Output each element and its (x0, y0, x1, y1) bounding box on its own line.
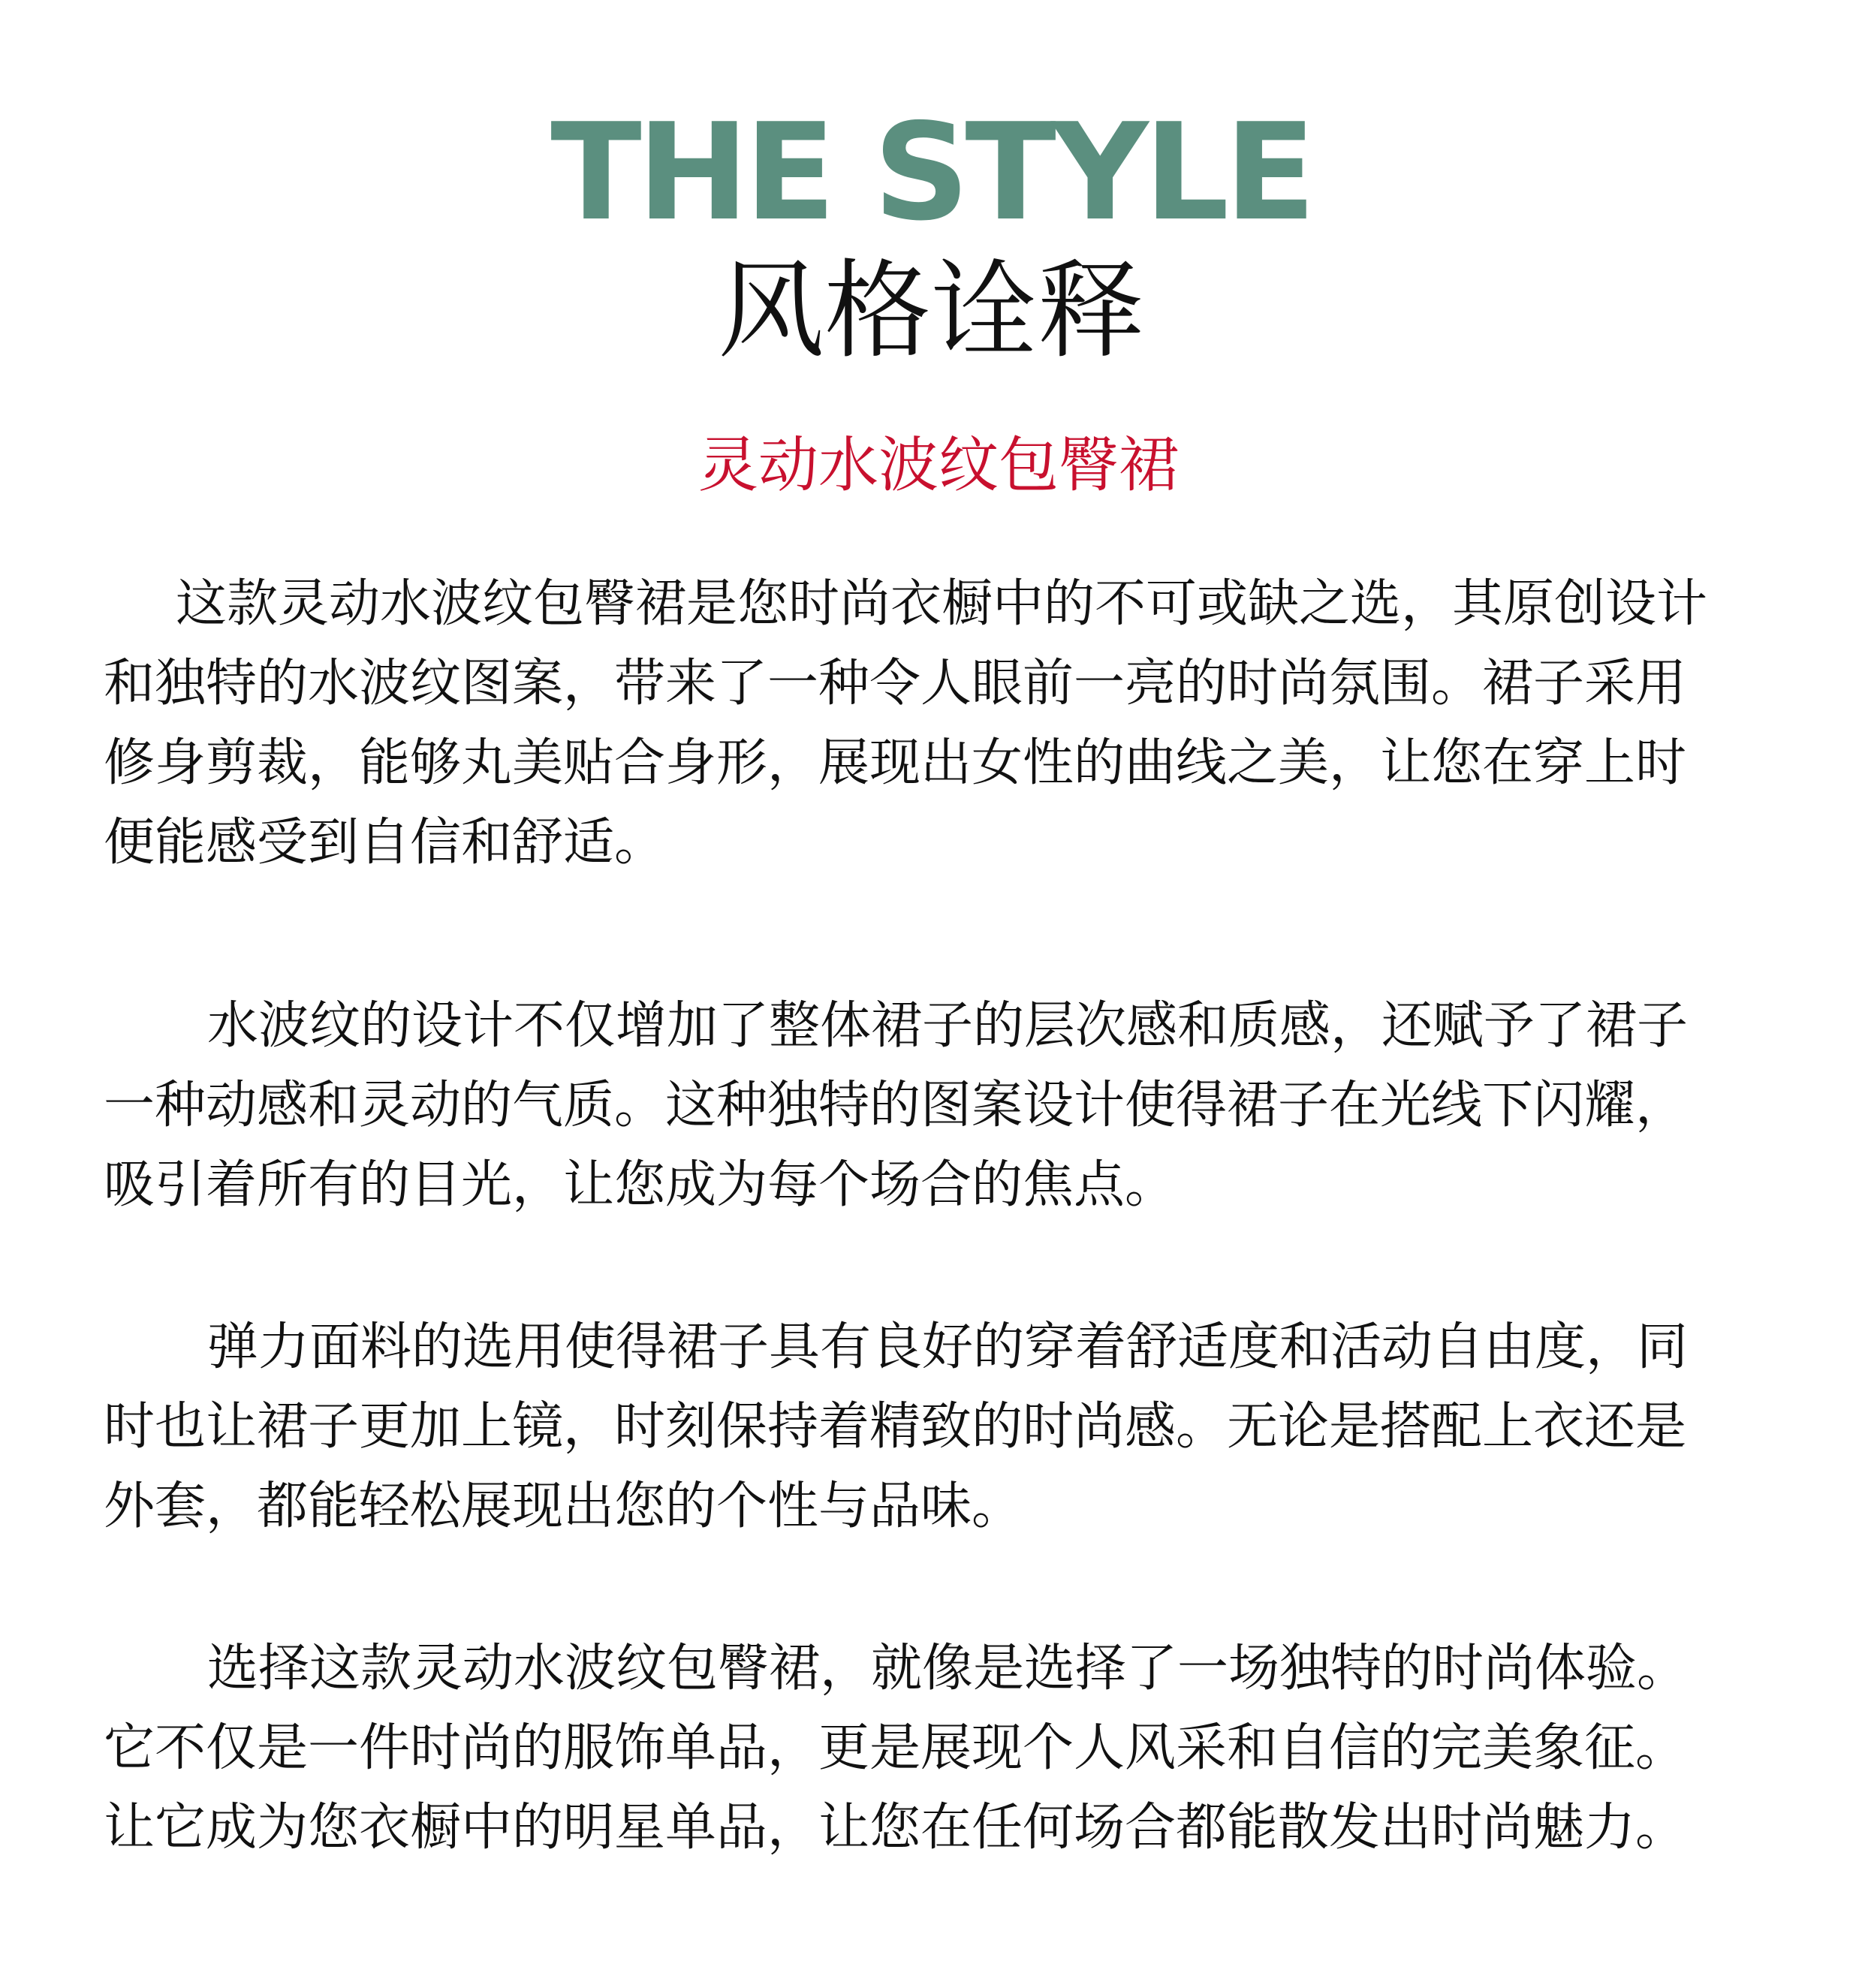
paragraph-1 (104, 565, 1778, 883)
paragraph-3 (104, 1308, 1688, 1547)
paragraph-line: 弹力面料的选用使得裙子具有良好的穿着舒适度和活动自由度，同 (207, 1318, 1689, 1377)
description-body (104, 565, 1778, 1857)
paragraph-line: 让它成为您衣橱中的明星单品，让您在任何场合都能散发出时尚魅力。 (104, 1798, 1687, 1857)
paragraph-line: 外套，都能轻松展现出您的个性与品味。 (104, 1477, 1023, 1536)
paragraph-line: 一种动感和灵动的气质。这种独特的图案设计使得裙子在光线下闪耀， (104, 1076, 1687, 1135)
paragraph-line: 吸引着所有的目光，让您成为每个场合的焦点。 (104, 1155, 1177, 1215)
paragraph-4 (104, 1629, 1688, 1868)
paragraph-line: 和独特的水波纹图案，带来了一种令人眼前一亮的时尚氛围。裙子采用 (104, 654, 1687, 713)
paragraph-line: 时也让裙子更加上镜，时刻保持着精致的时尚感。无论是搭配上衣还是 (104, 1397, 1687, 1456)
paragraph-line: 这款灵动水波纹包臀裙是您时尚衣橱中的不可或缺之选，其原创设计 (176, 574, 1708, 634)
paragraph-line: 修身剪裁，能够丸美贴合身形，展现出女性的曲线之美，让您在穿上时 (104, 733, 1687, 793)
paragraph-line: 便能感受到自信和舒适。 (104, 813, 666, 872)
paragraph-2 (104, 986, 1688, 1225)
chinese-heading: 风格诠释 (718, 249, 1144, 373)
paragraph-line: 它不仅是一件时尚的服饰单品，更是展现个人风采和自信的完美象征。 (104, 1718, 1687, 1778)
paragraph-line: 水波纹的设计不仅增加了整体裙子的层次感和质感，还赋予了裙子 (207, 996, 1689, 1056)
product-name: 灵动水波纹包臀裙 (698, 430, 1179, 500)
paragraph-line: 选择这款灵动水波纹包臀裙，就像是选择了一场独特的时尚体验。 (207, 1639, 1689, 1698)
english-heading: THE STYLE (550, 95, 1312, 250)
